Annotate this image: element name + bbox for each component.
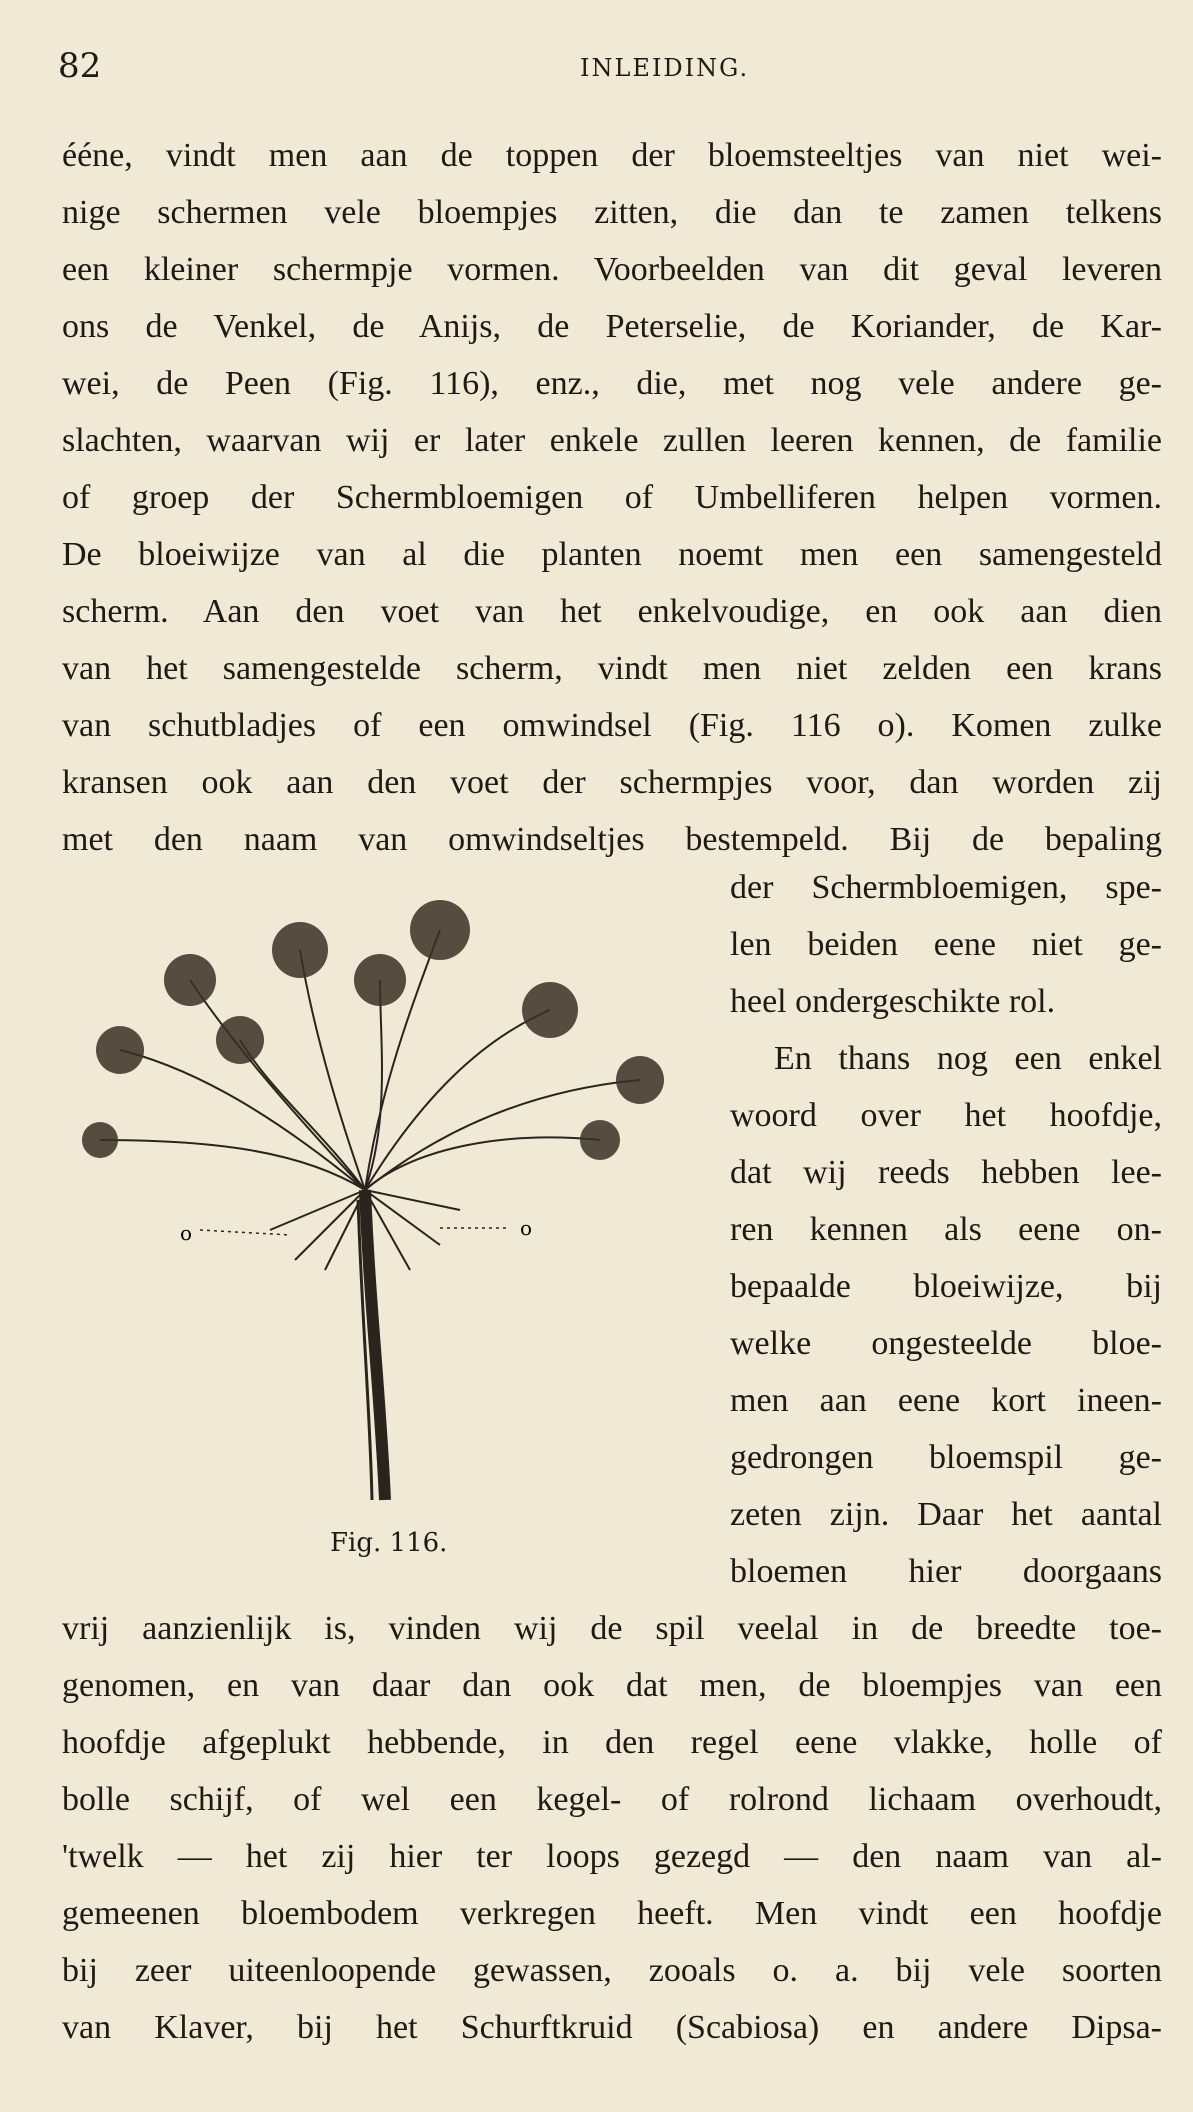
text-line: 'twelk — het zij hier ter loops gezegd — den naam van al-	[62, 1838, 1162, 1875]
text-line: men aan eene kort ineen-	[730, 1382, 1162, 1419]
text-line: gedrongen bloemspil ge-	[730, 1439, 1162, 1476]
text-line: van het samengestelde scherm, vindt men niet zelden een krans	[62, 650, 1162, 687]
text-line: slachten, waarvan wij er later enkele zullen leeren kennen, de familie	[62, 422, 1162, 459]
text-line: vrij aanzienlijk is, vinden wij de spil veelal in de breedte toe-	[62, 1610, 1162, 1647]
text-line: nige schermen vele bloempjes zitten, die dan te zamen telkens	[62, 194, 1162, 231]
text-line: wei, de Peen (Fig. 116), enz., die, met nog vele andere ge-	[62, 365, 1162, 402]
text-line: zeten zijn. Daar het aantal	[730, 1496, 1162, 1533]
page-number: 82	[58, 46, 102, 86]
text-line: heel ondergeschikte rol.	[730, 983, 1056, 1020]
text-line: bepaalde bloeiwijze, bij	[730, 1268, 1162, 1305]
text-line: bolle schijf, of wel een kegel- of rolrond lichaam overhoudt,	[62, 1781, 1162, 1818]
text-line: woord over het hoofdje,	[730, 1097, 1162, 1134]
umbel-illustration	[80, 890, 720, 1510]
text-line: len beiden eene niet ge-	[730, 926, 1162, 963]
text-line: ééne, vindt men aan de toppen der bloemsteeltjes van niet wei-	[62, 137, 1162, 174]
text-line: ren kennen als eene on-	[730, 1211, 1162, 1248]
text-line: dat wij reeds hebben lee-	[730, 1154, 1162, 1191]
text-line: bij zeer uiteenloopende gewassen, zooals o. a. bij vele soorten	[62, 1952, 1162, 1989]
text-line: een kleiner schermpje vormen. Voorbeelden van dit geval leveren	[62, 251, 1162, 288]
text-line: met den naam van omwindseltjes bestempeld. Bij de bepaling	[62, 821, 1162, 858]
text-line: De bloeiwijze van al die planten noemt men een samengesteld	[62, 536, 1162, 573]
bract-label-right: o	[520, 1216, 533, 1240]
text-line: van schutbladjes of een omwindsel (Fig. 116 o). Komen zulke	[62, 707, 1162, 744]
text-line: van Klaver, bij het Schurftkruid (Scabiosa) en andere Dipsa-	[62, 2009, 1162, 2046]
umbel-drawing	[80, 890, 720, 1510]
text-line: ons de Venkel, de Anijs, de Peterselie, de Koriander, de Kar-	[62, 308, 1162, 345]
text-line: En thans nog een enkel	[774, 1040, 1162, 1077]
text-line: scherm. Aan den voet van het enkelvoudige, en ook aan dien	[62, 593, 1162, 630]
figure-caption: Fig. 116.	[330, 1528, 448, 1558]
text-line: bloemen hier doorgaans	[730, 1553, 1162, 1590]
text-line: genomen, en van daar dan ook dat men, de bloempjes van een	[62, 1667, 1162, 1704]
text-line: welke ongesteelde bloe-	[730, 1325, 1162, 1362]
text-line: hoofdje afgeplukt hebbende, in den regel eene vlakke, holle of	[62, 1724, 1162, 1761]
text-line: of groep der Schermbloemigen of Umbelliferen helpen vormen.	[62, 479, 1162, 516]
text-line: gemeenen bloembodem verkregen heeft. Men vindt een hoofdje	[62, 1895, 1162, 1932]
text-line: der Schermbloemigen, spe-	[730, 869, 1162, 906]
page-header	[58, 46, 1138, 90]
text-line: kransen ook aan den voet der schermpjes voor, dan worden zij	[62, 764, 1162, 801]
running-head: INLEIDING.	[580, 54, 750, 82]
bract-label-left: o	[180, 1221, 193, 1245]
